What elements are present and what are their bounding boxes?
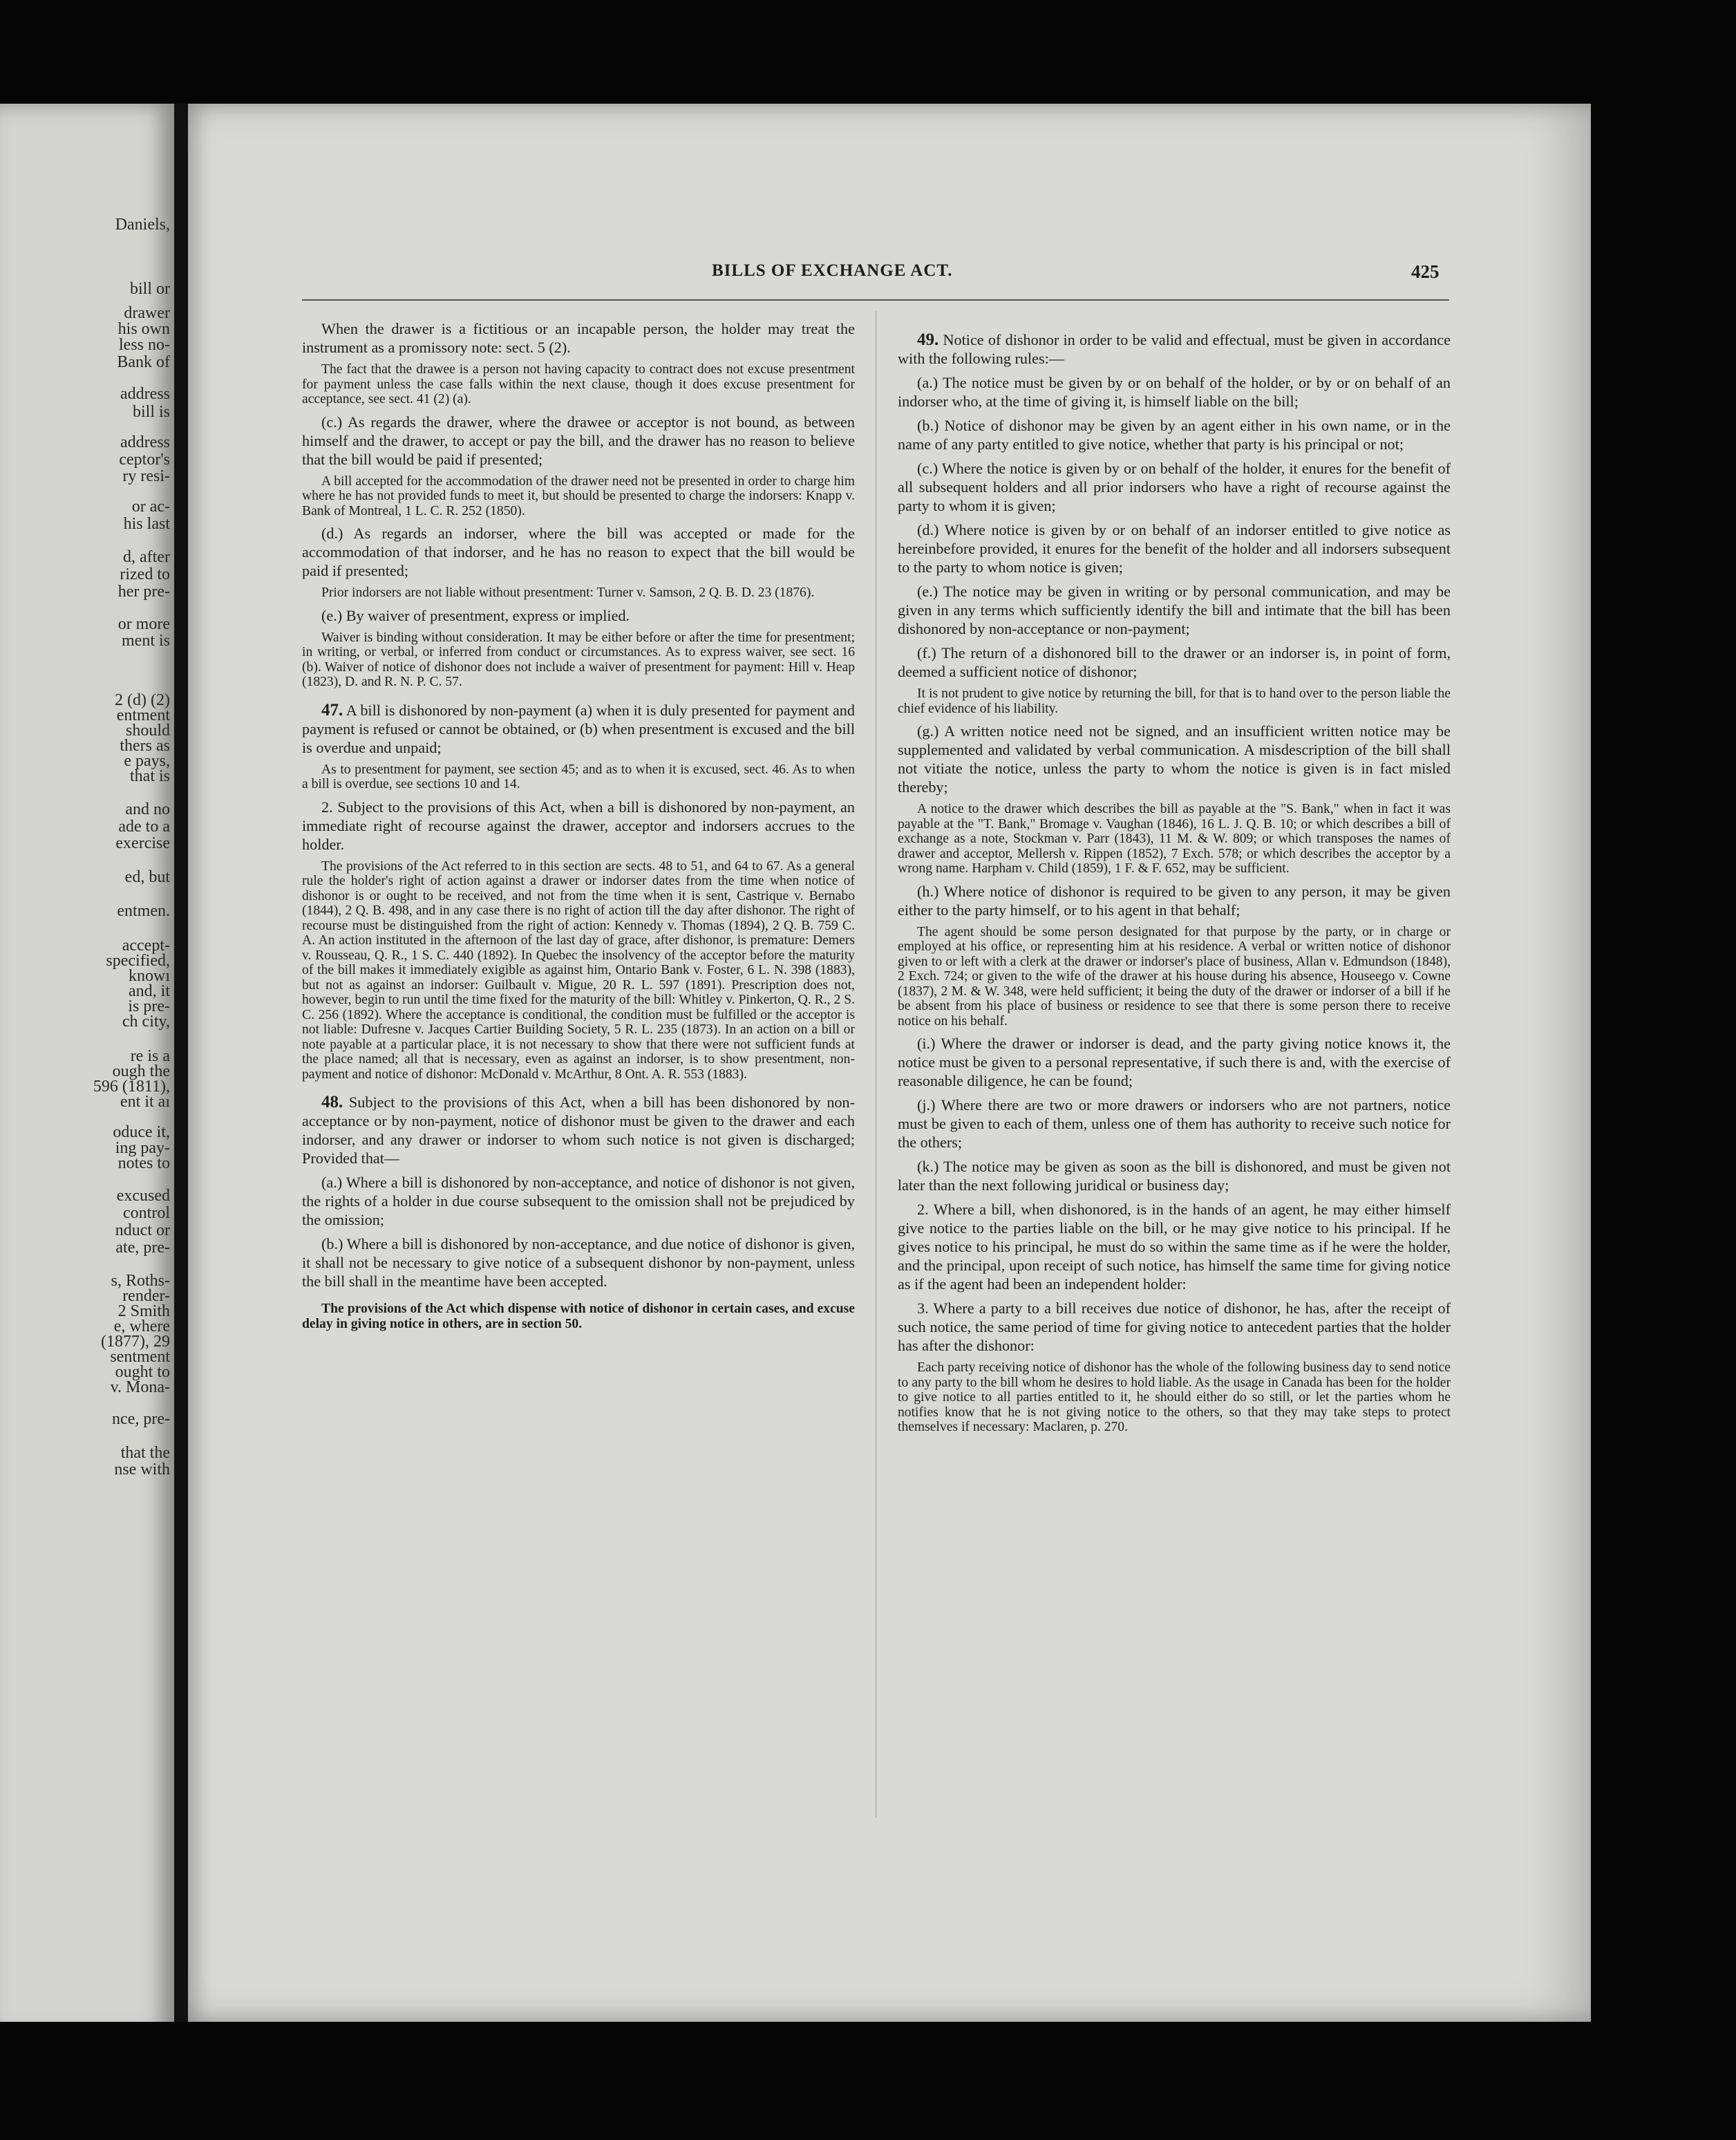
facing-page-line: drawer [124,304,170,322]
facing-page-fragment [0,104,174,2036]
facing-page-line: that the [120,1444,170,1462]
statute-paragraph: (i.) Where the drawer or indorser is dead, and the party giving notice knows it, the notice must be given to a personal representative, if such there is and, with the exercise of reasonable diligence, he can be found; [898,1035,1451,1089]
left-text-column [302,319,855,1337]
facing-page-line: entment [116,706,170,724]
facing-page-line: e pays, [124,752,170,770]
commentary-note: A notice to the drawer which describes the bill as payable at the "S. Bank," when in fact it was payable at the "T. Bank," Bromage v. Vaughan (1846), 16 L. J. Q. B. 10; or which describes a bill of exchange as a note, Stockman v. Parr (1843), 11 M. & W. 809; or which transposes the names of drawer and acceptor, Mellersh v. Rippen (1852), 7 Exch. 578; or which describes the acceptor by a wrong name. Harpham v. Child (1859), 1 F. & F. 652, may be sufficient. [898,802,1451,876]
page-number: 425 [1411,261,1440,282]
facing-page-line: ade to a [118,818,170,836]
facing-page-line: bill is [132,403,170,421]
facing-page-line: Bank of [117,353,170,371]
statute-paragraph: When the drawer is a fictitious or an incapable person, the holder may treat the instrument as a promissory note: sect. 5 (2). [302,320,855,356]
commentary-note: Each party receiving notice of dishonor has the whole of the following business day to send notice to any party to the bill whom he desires to hold liable. As the usage in Canada has been for the holder to give notice to all parties entitled to it, he should either do so still, or let the parties whom he notifies know that he is not giving notice to the others, so that they may take steps to protect themselves if necessary: Maclaren, p. 270. [898,1360,1451,1434]
facing-page-line: d, after [123,548,170,566]
facing-page-line: 2 Smith [117,1302,170,1320]
statute-paragraph: 2. Subject to the provisions of this Act, when a bill is dishonored by non-payment, an immediate right of recourse against the drawer, acceptor and indorsers accrues to the holder. [302,798,855,853]
facing-page-line: and, it [129,982,170,1000]
facing-page-line: or more [117,615,170,633]
facing-page-line: excused [116,1187,170,1205]
statute-paragraph: (a.) Where a bill is dishonored by non-acceptance, and notice of dishonor is not given, the rights of a holder in due course subsequent to the omission shall not be prejudiced by the omission; [302,1174,855,1228]
commentary-note: It is not prudent to give notice by returning the bill, for that is to hand over to the person liable the chief evidence of his liability. [898,686,1451,716]
section-paragraph [898,330,1451,368]
facing-page-line: knowı [129,967,170,985]
facing-page-line: nce, pre- [112,1410,170,1428]
facing-page-line: exercise [115,834,170,852]
statute-paragraph: (g.) A written notice need not be signed, and an insufficient written notice may be supplemented and validated by verbal communication. A misdescription of the bill shall not vitiate the notice, unless the party to whom the notice is given is in fact misled thereby; [898,722,1451,796]
facing-page-line: address [120,385,170,403]
commentary-note: The fact that the drawee is a person not having capacity to contract does not excuse presentment for payment unless the case falls within the next clause, though it does excuse presentment for acceptance, see sect. 41 (2) (a). [302,362,855,406]
facing-page-line: ent it aı [120,1093,170,1111]
bold-note: The provisions of the Act which dispense with notice of dishonor in certain cases, and excuse delay in giving notice in others, are in section 50. [302,1302,855,1331]
facing-page-line: entmen. [117,902,170,920]
commentary-note: As to presentment for payment, see section 45; and as to when it is excused, sect. 46. As to when a bill is overdue, see sections 10 and 14. [302,762,855,791]
commentary-note: Prior indorsers are not liable without presentment: Turner v. Samson, 2 Q. B. D. 23 (1876). [321,585,815,600]
page-gutter [174,104,188,2036]
facing-page-line: address [120,433,170,451]
statute-paragraph: (e.) The notice may be given in writing or by personal communication, and may be given in any terms which sufficiently identify the bill and intimate that the bill has been dishonored by non-acceptance or non-payment; [898,583,1451,637]
facing-page-line: nduct or [115,1221,170,1239]
facing-page-line: and no [125,800,170,818]
statute-paragraph: (f.) The return of a dishonored bill to the drawer or an indorser is, in point of form, deemed a sufficient notice of dishonor; [898,644,1451,680]
statute-paragraph: 2. Where a bill, when dishonored, is in the hands of an agent, he may either himself give notice to the parties liable on the bill, or he may give notice to his principal. If he gives notice to his principal, he must do so within the same time as if he were the holder, and the principal, upon receipt of such notice, has himself the same time for giving notice as if the agent had been an independent holder: [898,1201,1451,1293]
facing-page-line: oduce it, [113,1123,170,1141]
facing-page-line: ough the [112,1062,170,1080]
facing-page-line: ate, pre- [115,1239,170,1257]
section-number: 48. [321,1093,343,1111]
facing-page-line: s, Roths- [111,1272,170,1290]
section-number: 49. [917,330,939,349]
facing-page-line: ed, but [124,868,170,886]
statute-paragraph: (b.) Where a bill is dishonored by non-acceptance, and due notice of dishonor is given, it shall not be necessary to give notice of a subsequent dishonor by non-payment, unless the bill shall in the meantime have been accepted. [302,1235,855,1290]
statute-paragraph: (d.) As regards an indorser, where the bill was accepted or made for the accommodation of that indorser, and he has no reason to expect that the bill would be paid if presented; [302,525,855,579]
commentary-note: A bill accepted for the accommodation of the drawer need not be presented in order to charge him where he has not provided funds to meet it, but should be presented to charge the indorsers: Knapp v. Bank of Montreal, 1 L. C. R. 252 (1850). [302,473,855,518]
statute-paragraph: (a.) The notice must be given by or on behalf of the holder, or by or on behalf of an indorser who, at the time of giving it, is himself liable on the bill; [898,374,1451,410]
statute-paragraph: (b.) Notice of dishonor may be given by an agent either in his own name, or in the name of any party entitled to give notice, whether that party is his principal or not; [898,417,1451,453]
facing-page-line: nse with [114,1461,170,1479]
facing-page-line: re is a [130,1047,170,1065]
facing-page-line: e, where [113,1317,170,1335]
facing-page-line: Daniels, [115,216,170,234]
statute-paragraph: (e.) By waiver of presentment, express or implied. [321,606,630,624]
facing-page-line: or ac- [131,498,170,516]
commentary-note: Waiver is binding without consideration. It may be either before or after the time for presentment; in writing, or verbal, or inferred from conduct or circumstances. As to express waiver, see sect. 16 (b). Waiver of notice of dishonor does not include a waiver of presentment for payment: Hill v. Heap (1823), D. and R. N. P. C. 57. [302,630,855,689]
facing-page-line: ought to [115,1363,170,1381]
facing-page-line: his last [123,515,170,533]
statute-paragraph: 3. Where a party to a bill receives due notice of dishonor, he has, after the receipt of such notice, the same period of time for giving notice to antecedent parties that the holder has after the dishonor: [898,1299,1451,1354]
statute-paragraph: (h.) Where notice of dishonor is required to be given to any person, it may be given either to the party himself, or to his agent in that behalf; [898,882,1451,919]
facing-page-line: ing pay- [115,1139,170,1157]
facing-page-line: sentment [110,1348,170,1366]
right-text-column [898,319,1451,1440]
facing-page-line: (1877), 29 [101,1333,170,1351]
facing-page-line: ry resi- [122,467,170,485]
section-text: Subject to the provisions of this Act, when a bill has been dishonored by non-acceptance or by non-payment, notice of dishonor must be given to the drawer and each indorser, and any drawer or indorser to whom such notice is not given is discharged; Provided that— [302,1094,855,1167]
statute-paragraph: (k.) The notice may be given as soon as the bill is dishonored, and must be given not later than the next following juridical or business day; [898,1158,1451,1194]
commentary-note: The agent should be some person designated for that purpose by the party, or in charge or employed at his office, or representing him at his residence. A verbal or written notice of dishonor given to or left with a clerk at the drawer or indorser's place of business, Allan v. Edmundson (1848), 2 Exch. 724; or given to the wife of the drawer at his house during his absence, Houseego v. Cowne (1837), 2 M. & W. 348, were held sufficient; it being the duty of the drawer or indorser of a bill if he be absent from his place of business or residence to see that there is some person there to receive notice on his behalf. [898,924,1451,1029]
facing-page-line: notes to [117,1154,170,1172]
facing-page-line: should [125,722,170,740]
facing-page-line: bill or [130,280,170,298]
film-border-bottom [0,2022,1736,2140]
facing-page-line: ceptor's [119,451,170,469]
facing-page-line: ment is [122,632,170,650]
statute-paragraph: (d.) Where notice is given by or on behalf of an indorser entitled to give notice as hereinbefore provided, it enures for the benefit of the holder and all indorsers subsequent to the party to whom notice is given; [898,521,1451,576]
facing-page-line: control [123,1204,170,1222]
facing-page-line: ch city, [122,1013,170,1031]
facing-page-line: 2 (d) (2) [115,691,170,709]
section-text: A bill is dishonored by non-payment (a) when it is duly presented for payment and payment is refused or cannot be obtained, or (b) when presentment is excused and the bill is overdue and unpaid; [302,701,855,756]
statute-paragraph: (c.) Where the notice is given by or on behalf of the holder, it enures for the benefit of all subsequent holders and all prior indorsers who have a right of recourse against the party to whom it is given; [898,460,1451,514]
facing-page-line: rized to [120,565,170,583]
facing-page-line: his own [117,320,170,338]
facing-page-line: v. Mona- [110,1378,170,1396]
section-paragraph [302,1093,855,1167]
running-head: BILLS OF EXCHANGE ACT. [712,261,953,280]
facing-page-line: render- [122,1287,170,1305]
film-border-top [0,0,1736,104]
facing-page-line: accept- [122,937,170,955]
facing-page-line: her pre- [117,583,170,601]
section-paragraph [302,701,855,757]
commentary-note: The provisions of the Act referred to in this section are sects. 48 to 51, and 64 to 67. As a general rule the holder's right of action against a drawer or indorser dates from the time when notice of dishonor is or ought to be received, and not from the time when it is sent, Castrique v. Bernabo (1844), 2 Q. B. 498, and in any case there is no right of action till the day after dishonor. The right of recourse must be distinguished from the right of action: Kennedy v. Thomas (1894), 2 Q. B. 759 C. A. An action instituted in the afternoon of the last day of grace, after dishonor, is premature: Demers v. Rousseau, Q. R., 1 S. C. 440 (1892). In Quebec the insolvency of the acceptor before the maturity of the bill makes it immediately exigible as against him, Ontario Bank v. Foster, 6 L. N. 398 (1883), but not as against an indorser: Guilbault v. Migue, 20 R. L. 597 (1891). Prescription does not, however, begin to run until the time fixed for the maturity of the bill: Whitley v. Pinkerton, Q. R., 2 S. C. 256 (1892). Where the acceptance is conditional, the condition must be fulfilled or the acceptor is not liable: Dufresne v. Jacques Cartier Building Society, 5 R. L. 235 (1873). In an action on a bill or note payable at a particular place, it is not necessary to show that there were not sufficient funds at the place named; all that is necessary, even as against an indorser, is to show presentment, non-payment and notice of dishonor: McDonald v. McArthur, 8 Ont. A. R. 553 (1883). [302,858,855,1082]
statute-paragraph: (j.) Where there are two or more drawers or indorsers who are not partners, notice must be given to each of them, unless one of them has authority to receive such notice for the others; [898,1096,1451,1151]
facing-page-line: that is [130,767,170,785]
facing-page-line: 596 (1811), [93,1078,170,1096]
section-text: Notice of dishonor in order to be valid and effectual, must be given in accordance with the following rules:— [898,331,1451,367]
facing-page-line: specified, [106,952,170,970]
film-border-right [1591,104,1736,2140]
facing-page-line: thers as [120,737,170,755]
facing-page-line: less no- [119,336,170,354]
section-number: 47. [321,700,343,720]
statute-paragraph: (c.) As regards the drawer, where the drawee or acceptor is not bound, as between himself and the drawer, to accept or pay the bill, and the drawer has no reason to believe that the bill would be paid if presented; [302,413,855,468]
header-rule [302,299,1449,301]
facing-page-line: is pre- [128,997,170,1015]
